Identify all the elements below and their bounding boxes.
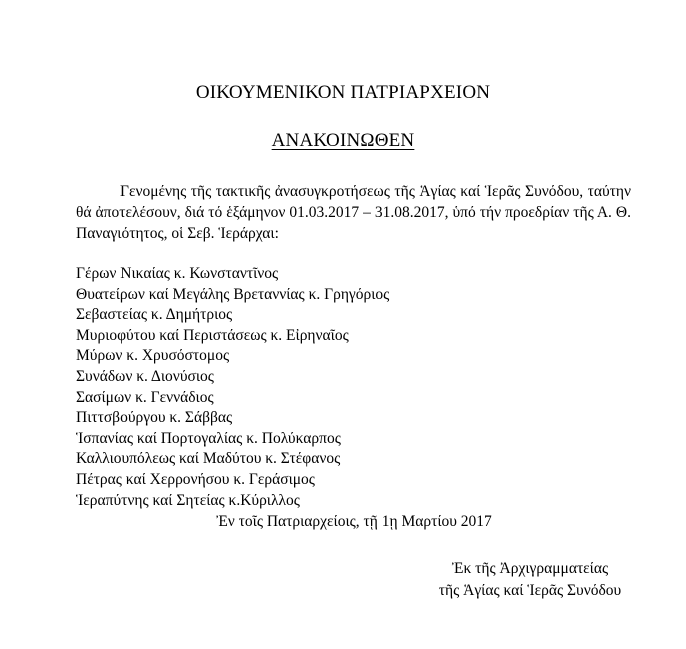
list-item: Πιττσβούργου κ. Σάββας bbox=[76, 409, 233, 427]
list-item: Ἱσπανίας καί Πορτογαλίας κ. Πολύκαρπος bbox=[76, 429, 341, 447]
dateline: Ἐν τοῖς Πατριαρχείοις, τῇ 1ῃ Μαρτίου 2017 bbox=[216, 513, 492, 530]
list-item: Πέτρας καί Χερρονήσου κ. Γεράσιμος bbox=[76, 470, 315, 488]
list-item: Ἱεραπύτνης καί Σητείας κ.Κύριλλος bbox=[76, 491, 300, 509]
list-item: Σεβαστείας κ. Δημήτριος bbox=[76, 306, 233, 324]
document-heading: ΑΝΑΚΟΙΝΩΘΕΝ bbox=[271, 130, 415, 151]
intro-paragraph: Γενομένης τῆς τακτικῆς ἀνασυγκροτήσεως τῆς Ἁγίας καί Ἱερᾶς Συνόδου, ταύτην θά ἀποτελέσουν, διά τό ἑξάμηνον 01.03.2017 – 31.08.2017, ὑπό τήν προεδρίαν τῆς Α. Θ. Παναγιότητος, οἱ Σεβ. Ἱεράρχαι: bbox=[76, 183, 631, 242]
synod-members-list bbox=[76, 264, 389, 511]
list-item: Συνάδων κ. Διονύσιος bbox=[76, 367, 214, 385]
list-item: Θυατείρων καί Μεγάλης Βρεταννίας κ. Γρηγόριος bbox=[76, 285, 390, 303]
list-item: Σασίμων κ. Γεννάδιος bbox=[76, 388, 214, 406]
signature-block bbox=[415, 558, 645, 602]
list-item: Μύρων κ. Χρυσόστομος bbox=[76, 347, 230, 365]
list-item: Μυριοφύτου καί Περιστάσεως κ. Εἰρηναῖος bbox=[76, 326, 349, 344]
organization-title: ΟΙΚΟΥΜΕΝΙΚΟΝ ΠΑΤΡΙΑΡΧΕΙΟΝ bbox=[195, 82, 491, 103]
signature-line-2: τῆς Ἁγίας καί Ἱερᾶς Συνόδου bbox=[438, 582, 622, 599]
list-item: Γέρων Νικαίας κ. Κωνσταντῖνος bbox=[76, 265, 279, 282]
list-item: Καλλιουπόλεως καί Μαδύτου κ. Στέφανος bbox=[76, 450, 341, 468]
signature-line-1: Ἐκ τῆς Ἀρχιγραμματείας bbox=[451, 560, 609, 577]
